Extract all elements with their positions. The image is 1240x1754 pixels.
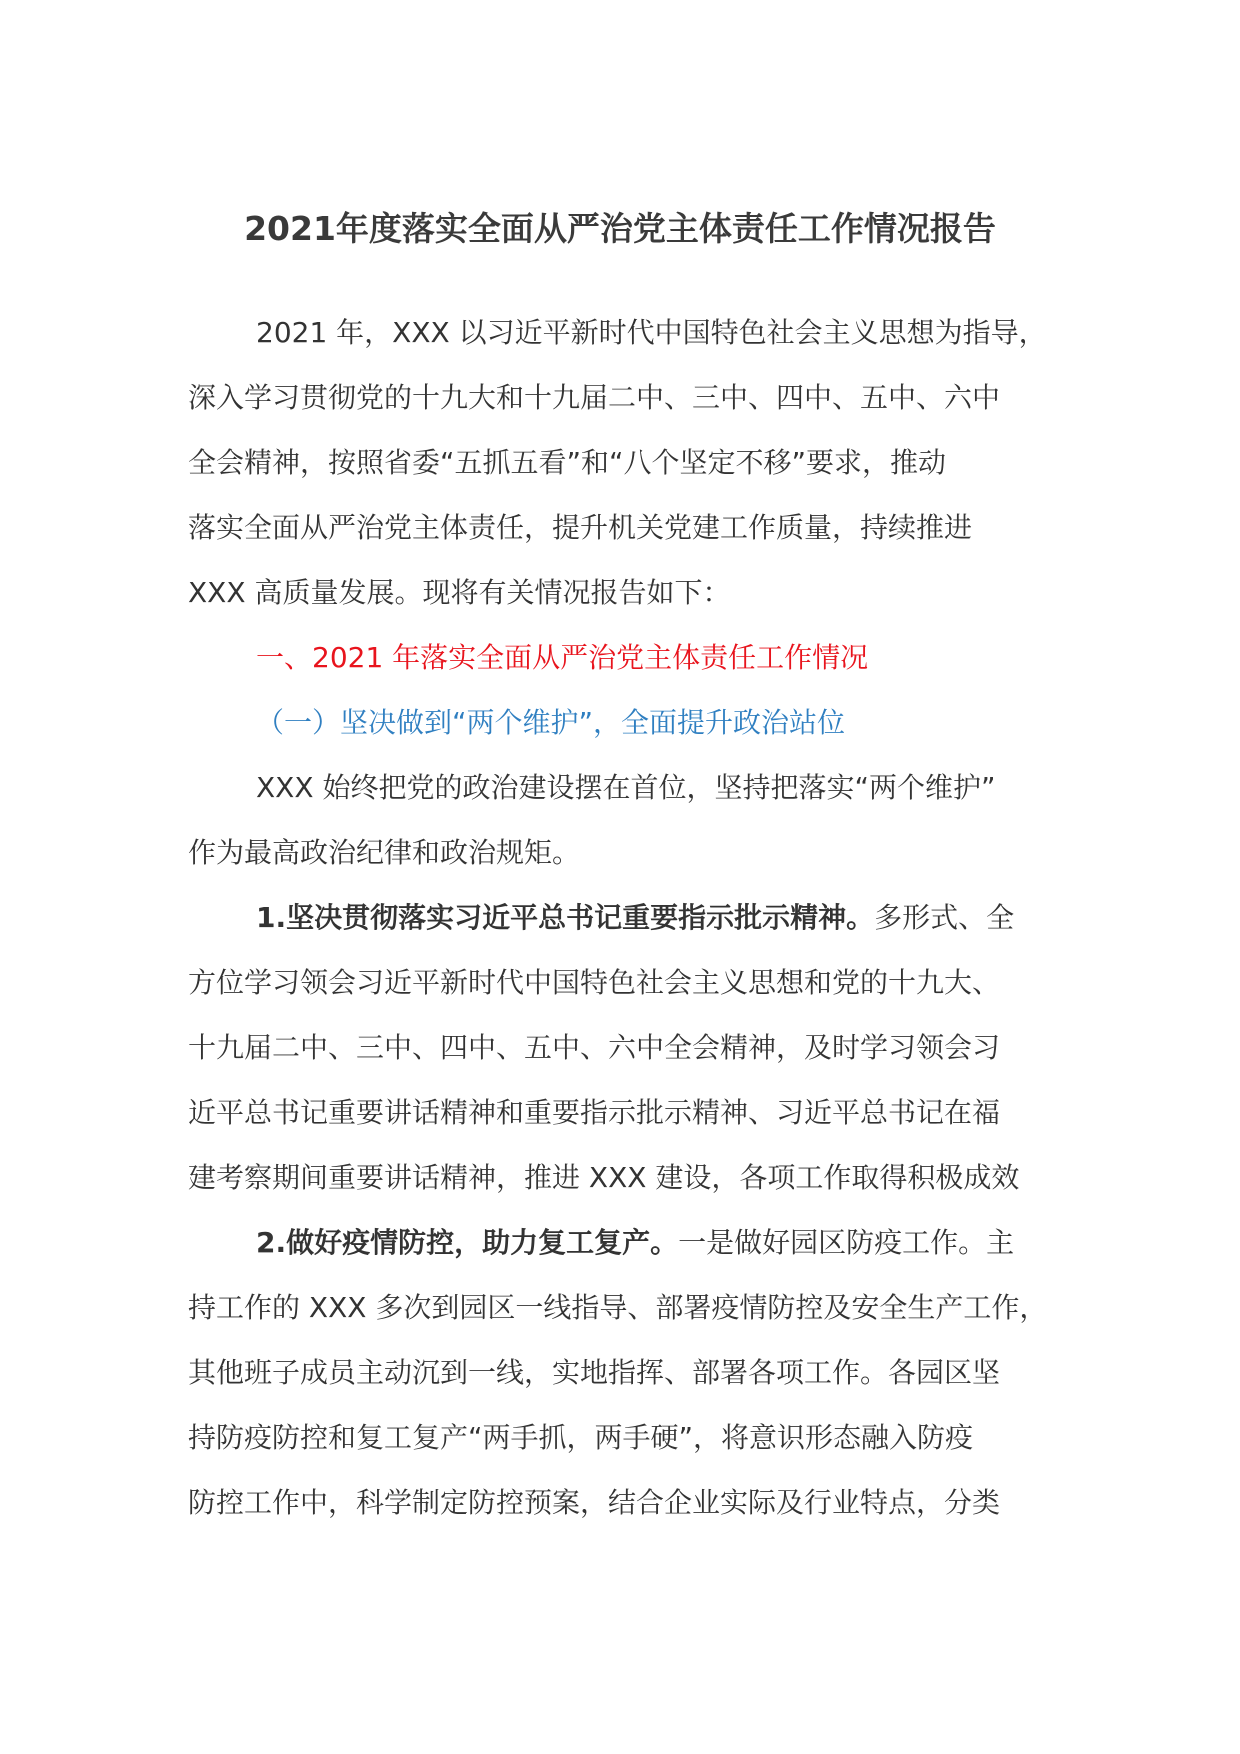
paragraph-line: 十九届二中、三中、四中、五中、六中全会精神，及时学习领会习 — [188, 1031, 1001, 1064]
paragraph-line: XXX 始终把党的政治建设摆在首位，坚持把落实“两个维护” — [256, 771, 996, 804]
paragraph-line: 建考察期间重要讲话精神，推进 XXX 建设，各项工作取得积极成效 — [188, 1161, 1020, 1194]
paragraph-line: 方位学习领会习近平新时代中国特色社会主义思想和党的十九大、 — [188, 966, 1001, 999]
paragraph-line: 2021 年，XXX 以习近平新时代中国特色社会主义思想为指导， — [256, 316, 1047, 349]
paragraph-line: 持工作的 XXX 多次到园区一线指导、部署疫情防控及安全生产工作， — [188, 1291, 1048, 1324]
document-body — [188, 300, 1068, 1535]
item-2-heading: 2.做好疫情防控，助力复工复产。 — [256, 1226, 679, 1259]
paragraph-line: 其他班子成员主动沉到一线，实地指挥、部署各项工作。各园区坚 — [188, 1356, 1001, 1389]
subsection-heading-1: （一）坚决做到“两个维护”，全面提升政治站位 — [256, 706, 846, 739]
paragraph-line: 全会精神，按照省委“五抓五看”和“八个坚定不移”要求，推动 — [188, 446, 947, 479]
paragraph-line: 作为最高政治纪律和政治规矩。 — [188, 836, 581, 869]
item-1-heading: 1.坚决贯彻落实习近平总书记重要指示批示精神。 — [256, 901, 875, 934]
paragraph-line: XXX 高质量发展。现将有关情况报告如下： — [188, 576, 731, 609]
paragraph-line: 深入学习贯彻党的十九大和十九届二中、三中、四中、五中、六中 — [188, 381, 1001, 414]
paragraph-line: 持防疫防控和复工复产“两手抓，两手硬”，将意识形态融入防疫 — [188, 1421, 974, 1454]
document-title: 2021年度落实全面从严治党主体责任工作情况报告 — [244, 209, 996, 248]
item-2-text: 一是做好园区防疫工作。主 — [678, 1226, 1015, 1259]
paragraph-line: 落实全面从严治党主体责任，提升机关党建工作质量，持续推进 — [188, 511, 973, 544]
paragraph-line: 防控工作中，科学制定防控预案，结合企业实际及行业特点，分类 — [188, 1486, 1001, 1519]
section-heading-1: 一、2021 年落实全面从严治党主体责任工作情况 — [256, 641, 869, 674]
item-2-line — [188, 1210, 1068, 1275]
item-1-text: 多形式、全 — [874, 901, 1015, 934]
paragraph-line: 近平总书记重要讲话精神和重要指示批示精神、习近平总书记在福 — [188, 1096, 1001, 1129]
item-1-line — [188, 885, 1068, 950]
